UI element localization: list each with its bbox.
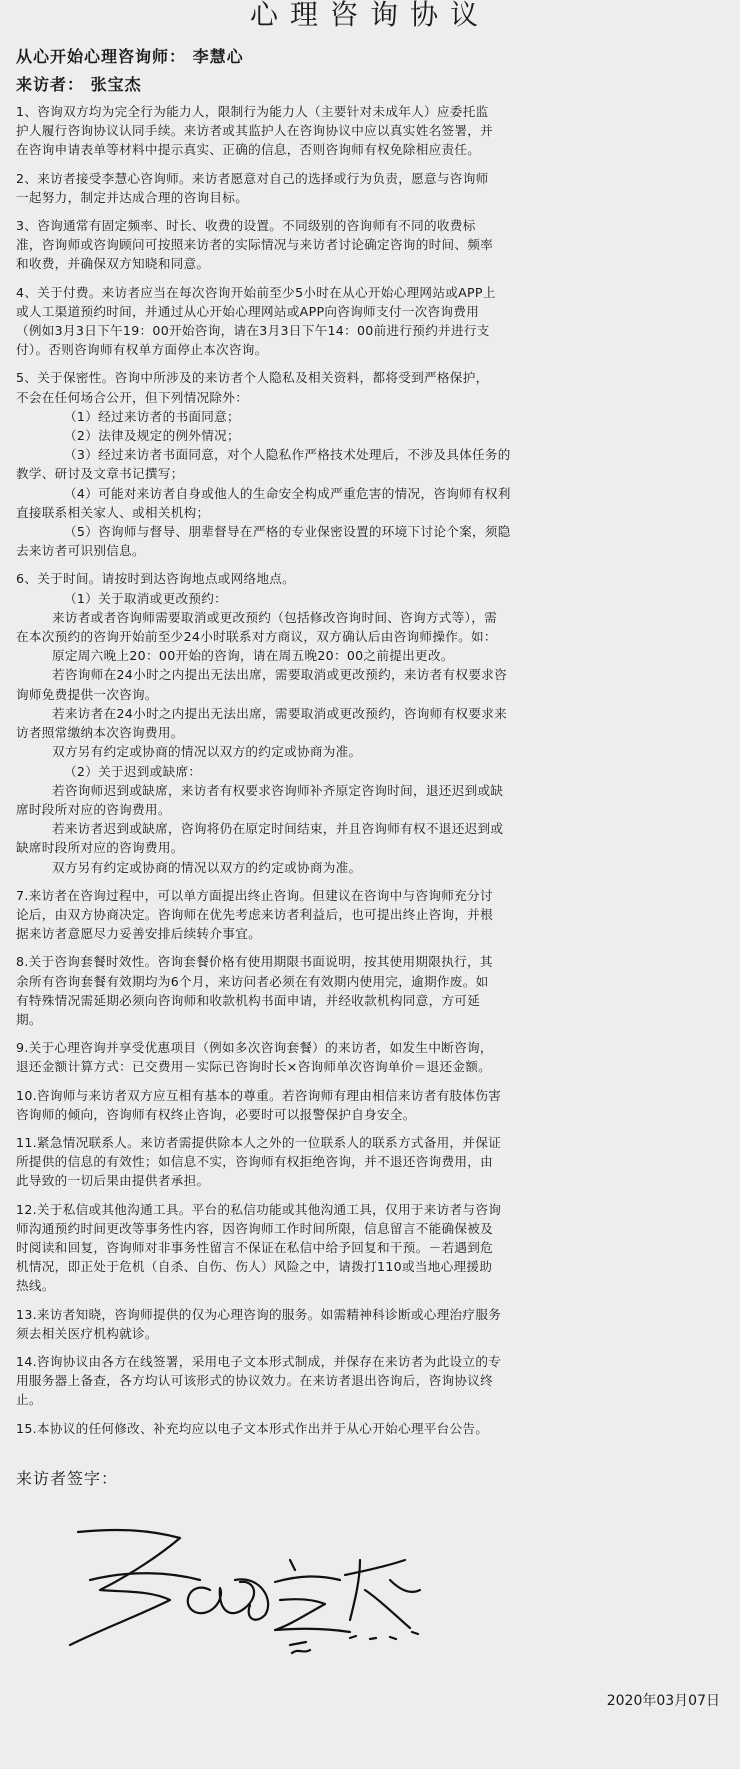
sub-clause-line: （2）法律及规定的例外情况；: [64, 428, 240, 444]
clause-line: 2、来访者接受李慧心咨询师。来访者愿意对自己的选择或行为负责，愿意与咨询师: [16, 170, 489, 186]
clause-line: 时阅读和回复，咨询师对非事务性留言不保证在私信中给予回复和干预。－若遇到危: [16, 1239, 494, 1255]
clause-line: 师沟通预约时间更改等事务性内容，因咨询师工作时间所限，信息留言不能确保被及: [16, 1220, 494, 1236]
sub-clause-line: （4）可能对来访者自身或他人的生命安全构成严重危害的情况，咨询师有权利: [64, 485, 511, 501]
clause-1: [16, 102, 724, 160]
clause-6: [16, 569, 724, 876]
clause-9: [16, 1038, 724, 1076]
clause-12: [16, 1200, 724, 1296]
clause-13: [16, 1305, 724, 1343]
sub-clause-line: 直接联系相关家人、或相关机构；: [16, 504, 210, 520]
sub-clause-line: 若来访者在24小时之内提出无法出席，需要取消或更改预约，咨询师有权要求来: [52, 705, 508, 721]
clause-line: 12.关于私信或其他沟通工具。平台的私信功能或其他沟通工具，仅用于来访者与咨询: [16, 1201, 502, 1217]
clause-line: 据来访者意愿尽力妥善安排后续转介事宜。: [16, 926, 261, 942]
clause-line: 咨询师的倾向，咨询师有权终止咨询，必要时可以报警保护自身安全。: [16, 1106, 416, 1122]
clause-line: 须去相关医疗机构就诊。: [16, 1325, 158, 1341]
clause-5: [16, 368, 724, 560]
clause-line: 在咨询申请表单等材料中提示真实、正确的信息，否则咨询师有权免除相应责任。: [16, 142, 481, 158]
clause-line: 14.咨询协议由各方在线签署，采用电子文本形式制成，并保存在来访者为此设立的专: [16, 1353, 502, 1369]
signature-label: 来访者签字：: [16, 1469, 119, 1488]
clause-line: 4、关于付费。来访者应当在每次咨询开始前至少5小时在从心开始心理网站或APP上: [16, 284, 496, 300]
clause-line: 10.咨询师与来访者双方应互相有基本的尊重。若咨询师有理由相信来访者有肢体伤害: [16, 1087, 502, 1103]
clause-line: 6、关于时间。请按时到达咨询地点或网络地点。: [16, 571, 296, 587]
sub-clause-line: 原定周六晚上20：00开始的咨询，请在周五晚20：00之前提出更改。: [52, 648, 454, 664]
clause-line: 用服务器上备查，各方均认可该形式的协议效力。在来访者退出咨询后，咨询协议终: [16, 1373, 494, 1389]
clause-10: [16, 1086, 724, 1124]
sub-clause-line: 若咨询师在24小时之内提出无法出席，需要取消或更改预约，来访者有权要求咨: [52, 667, 508, 683]
sub-clause-line: 席时段所对应的咨询费用。: [16, 801, 171, 817]
sub-clause-line: 询师免费提供一次咨询。: [16, 686, 158, 702]
clause-line: 一起努力，制定并达成合理的咨询目标。: [16, 189, 249, 205]
sub-clause-line: 若来访者迟到或缺席，咨询将仍在原定时间结束，并且咨询师有权不退还迟到或: [52, 821, 504, 837]
counselor-line: 从心开始心理咨询师： 李慧心: [16, 47, 244, 66]
sub-clause-line: 双方另有约定或协商的情况以双方的约定或协商为准。: [52, 859, 362, 875]
clause-2: [16, 169, 724, 207]
clause-line: 11.紧急情况联系人。来访者需提供除本人之外的一位联系人的联系方式备用，并保证: [16, 1134, 502, 1150]
clause-line: 或人工渠道预约时间，并通过从心开始心理网站或APP向咨询师支付一次咨询费用: [16, 303, 480, 319]
clause-line: 此导致的一切后果由提供者承担。: [16, 1173, 210, 1189]
clause-line: 期。: [16, 1011, 42, 1027]
sub-clause-line: 教学、研讨及文章书记撰写；: [16, 466, 184, 482]
clause-line: 付）。否则咨询师有权单方面停止本次咨询。: [16, 342, 268, 358]
sub-clause-line: 若咨询师迟到或缺席，来访者有权要求咨询师补齐原定咨询时间，退还迟到或缺: [52, 782, 504, 798]
document-title: 心理咨询协议: [249, 0, 490, 31]
client-line: 来访者： 张宝杰: [16, 75, 142, 94]
clause-3: [16, 216, 724, 274]
clause-line: 5、关于保密性。咨询中所涉及的来访者个人隐私及相关资料，都将受到严格保护，: [16, 370, 489, 386]
sub-clause-line: （3）经过来访者书面同意，对个人隐私作严格技术处理后，不涉及具体任务的: [64, 447, 511, 463]
clause-line: 15.本协议的任何修改、补充均应以电子文本形式作出并于从心开始心理平台公告。: [16, 1420, 489, 1436]
clause-line: （例如3月3日下午19：00开始咨询，请在3月3日下午14：00前进行预约并进行支: [16, 323, 490, 339]
clause-line: 8.关于咨询套餐时效性。咨询套餐价格有使用期限书面说明，按其使用期限执行，其: [16, 954, 493, 970]
clause-4: [16, 283, 724, 360]
clause-line: 不会在任何场合公开，但下列情况除外：: [16, 389, 249, 405]
clause-line: 论后，由双方协商决定。咨询师在优先考虑来访者利益后，也可提出终止咨询，并根: [16, 906, 494, 922]
clause-line: 所提供的信息的有效性；如信息不实，咨询师有权拒绝咨询，并不退还咨询费用，由: [16, 1154, 494, 1170]
signature-drawing: [60, 1520, 480, 1660]
clause-line: 和收费，并确保双方知晓和同意。: [16, 256, 210, 272]
clause-line: 护人履行咨询协议认同手续。来访者或其监护人在咨询协议中应以真实姓名签署，并: [16, 123, 494, 139]
clause-line: 热线。: [16, 1278, 55, 1294]
handwritten-signature: [60, 1520, 480, 1664]
clause-line: 7.来访者在咨询过程中，可以单方面提出终止咨询。但建议在咨询中与咨询师充分讨: [16, 887, 493, 903]
sub-clause-line: 双方另有约定或协商的情况以双方的约定或协商为准。: [52, 744, 362, 760]
clause-line: 余所有咨询套餐有效期均为6个月，来访问者必须在有效期内使用完，逾期作废。如: [16, 973, 489, 989]
clause-line: 13.来访者知晓，咨询师提供的仅为心理咨询的服务。如需精神科诊断或心理治疗服务: [16, 1306, 502, 1322]
clause-line: 9.关于心理咨询并享受优惠项目（例如多次咨询套餐）的来访者，如发生中断咨询，: [16, 1040, 493, 1056]
clause-line: 机情况，即正处于危机（自杀、自伤、伤人）风险之中，请拨打110或当地心理援助: [16, 1259, 493, 1275]
clause-15: [16, 1419, 724, 1438]
clause-line: 有特殊情况需延期必须向咨询师和收款机构书面申请，并经收款机构同意，方可延: [16, 992, 481, 1008]
clause-line: 退还金额计算方式：已交费用－实际已咨询时长×咨询师单次咨询单价＝退还金额。: [16, 1059, 492, 1075]
clause-line: 止。: [16, 1392, 42, 1408]
signed-date: 2020年03月07日: [606, 1693, 720, 1709]
sub-clause-line: 访者照常缴纳本次咨询费用。: [16, 725, 184, 741]
clause-7: [16, 886, 724, 944]
sub-clause-line: 来访者或者咨询师需要取消或更改预约（包括修改咨询时间、咨询方式等），需: [52, 609, 497, 625]
sub-clause-line: （1）经过来访者的书面同意；: [64, 408, 240, 424]
sub-clause-line: （5）咨询师与督导、朋辈督导在严格的专业保密设置的环境下讨论个案，须隐: [64, 524, 511, 540]
agreement-body: [16, 102, 724, 1447]
clause-14: [16, 1352, 724, 1410]
clause-line: 准，咨询师或咨询顾问可按照来访者的实际情况与来访者讨论确定咨询的时间、频率: [16, 237, 494, 253]
sub-clause-line: （2）关于迟到或缺席：: [64, 763, 202, 779]
clause-line: 3、咨询通常有固定频率、时长、收费的设置。不同级别的咨询师有不同的收费标: [16, 218, 476, 234]
sub-clause-line: 去来访者可识别信息。: [16, 543, 145, 559]
sub-clause-line: 在本次预约的咨询开始前至少24小时联系对方商议，双方确认后由咨询师操作。如：: [16, 629, 497, 645]
sub-clause-line: 缺席时段所对应的咨询费用。: [16, 840, 184, 856]
clause-line: 1、咨询双方均为完全行为能力人，限制行为能力人（主要针对未成年人）应委托监: [16, 104, 489, 119]
clause-8: [16, 952, 724, 1029]
sub-clause-line: （1）关于取消或更改预约：: [64, 590, 228, 606]
clause-11: [16, 1133, 724, 1191]
